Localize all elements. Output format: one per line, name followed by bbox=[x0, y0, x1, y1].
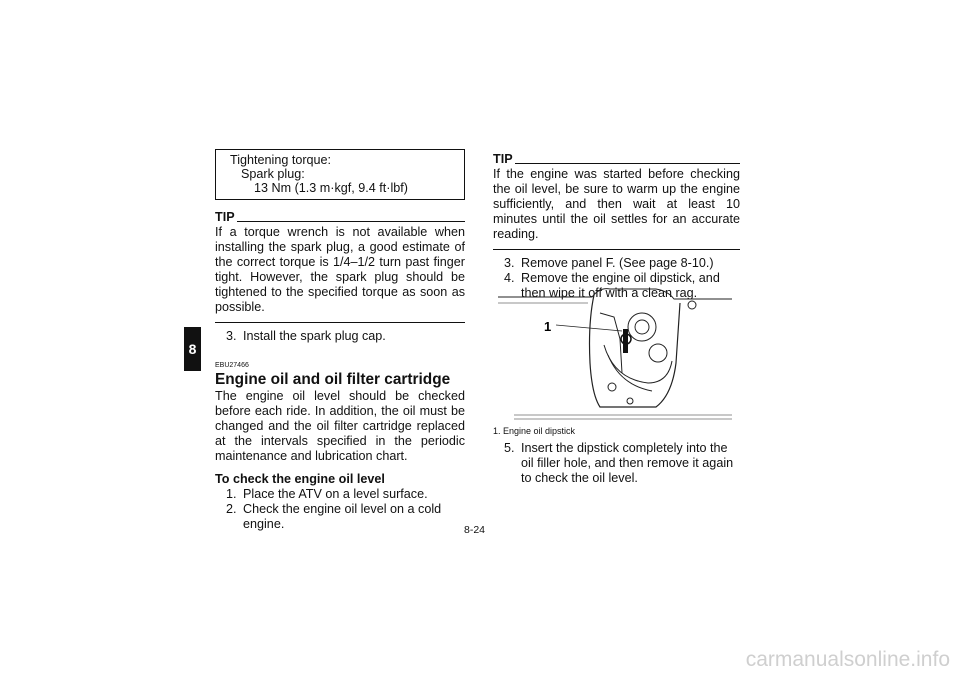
tip-heading bbox=[493, 152, 740, 167]
step-text: Insert the dipstick completely into the oil filler hole, and then remove it again to check the oil level. bbox=[521, 441, 734, 485]
step-number: 3. bbox=[226, 329, 237, 343]
right-column-continued bbox=[493, 441, 740, 486]
step-item bbox=[493, 256, 740, 271]
torque-spec-box bbox=[215, 149, 465, 200]
engine-part bbox=[628, 313, 656, 341]
torque-item: Spark plug: bbox=[241, 167, 305, 181]
step-list bbox=[215, 329, 465, 344]
tip-rule bbox=[237, 221, 465, 222]
step-number: 4. bbox=[504, 271, 515, 285]
left-column bbox=[215, 210, 465, 532]
step-item bbox=[215, 329, 465, 344]
engine-part bbox=[688, 301, 696, 309]
section-block bbox=[215, 362, 465, 532]
step-item bbox=[215, 502, 465, 532]
step-item bbox=[493, 441, 740, 486]
engine-part bbox=[635, 320, 649, 334]
engine-part bbox=[627, 398, 633, 404]
step-number: 2. bbox=[226, 502, 237, 516]
step-text: Remove the engine oil dipstick, and then wipe it off with a clean rag. bbox=[521, 271, 720, 300]
step-number: 1. bbox=[226, 487, 237, 501]
engine-part bbox=[649, 344, 667, 362]
page-number: 8-24 bbox=[464, 524, 486, 536]
chapter-tab: 8 bbox=[184, 327, 201, 371]
step-number: 3. bbox=[504, 256, 515, 270]
torque-value: 13 Nm (1.3 m·kgf, 9.4 ft·lbf) bbox=[254, 181, 408, 195]
tip-rule bbox=[515, 163, 740, 164]
watermark: carmanualsonline.info bbox=[745, 648, 950, 671]
engine-outline bbox=[604, 345, 672, 383]
step-number: 5. bbox=[504, 441, 515, 455]
step-text: Place the ATV on a level surface. bbox=[243, 487, 428, 501]
engine-oil-dipstick-figure bbox=[496, 283, 740, 421]
tip-label: TIP bbox=[493, 152, 513, 166]
step-item bbox=[215, 487, 465, 502]
frame-line bbox=[498, 289, 732, 299]
tip-text: If a torque wrench is not available when installing the spark plug, a good estimate of the correct torque is 1/4–1/2 turn past finger tight. However, the spark plug should be tightened to the specified torque as soon as possible. bbox=[215, 225, 465, 314]
callout-leader bbox=[556, 325, 622, 331]
tip-block bbox=[215, 225, 465, 323]
callout-number: 1 bbox=[544, 319, 552, 334]
tip-block bbox=[493, 167, 740, 250]
engine-outline bbox=[608, 355, 652, 391]
torque-label: Tightening torque: bbox=[230, 153, 332, 167]
right-column bbox=[493, 152, 740, 301]
section-title: Engine oil and oil filter cartridge bbox=[215, 371, 451, 388]
section-code: EBU27466 bbox=[215, 362, 249, 369]
subheading: To check the engine oil level bbox=[215, 472, 385, 486]
step-text: Install the spark plug cap. bbox=[243, 329, 386, 343]
tip-heading bbox=[215, 210, 465, 225]
section-intro: The engine oil level should be checked before each ride. In addition, the oil must be changed and the oil filter cartridge replaced at the intervals specified in the periodic maintenance and lubrication chart. bbox=[215, 389, 465, 463]
step-text: Check the engine oil level on a cold engine. bbox=[243, 502, 442, 531]
figure-caption: 1. Engine oil dipstick bbox=[493, 426, 576, 436]
engine-part bbox=[608, 383, 616, 391]
step-text: Remove panel F. (See page 8-10.) bbox=[521, 256, 714, 270]
engine-outline bbox=[600, 313, 622, 373]
tip-label: TIP bbox=[215, 210, 235, 224]
tip-text: If the engine was started before checking the oil level, be sure to warm up the engine sufficiently, and then wait at least 10 minutes until the oil settles for an accurate reading. bbox=[493, 167, 740, 241]
